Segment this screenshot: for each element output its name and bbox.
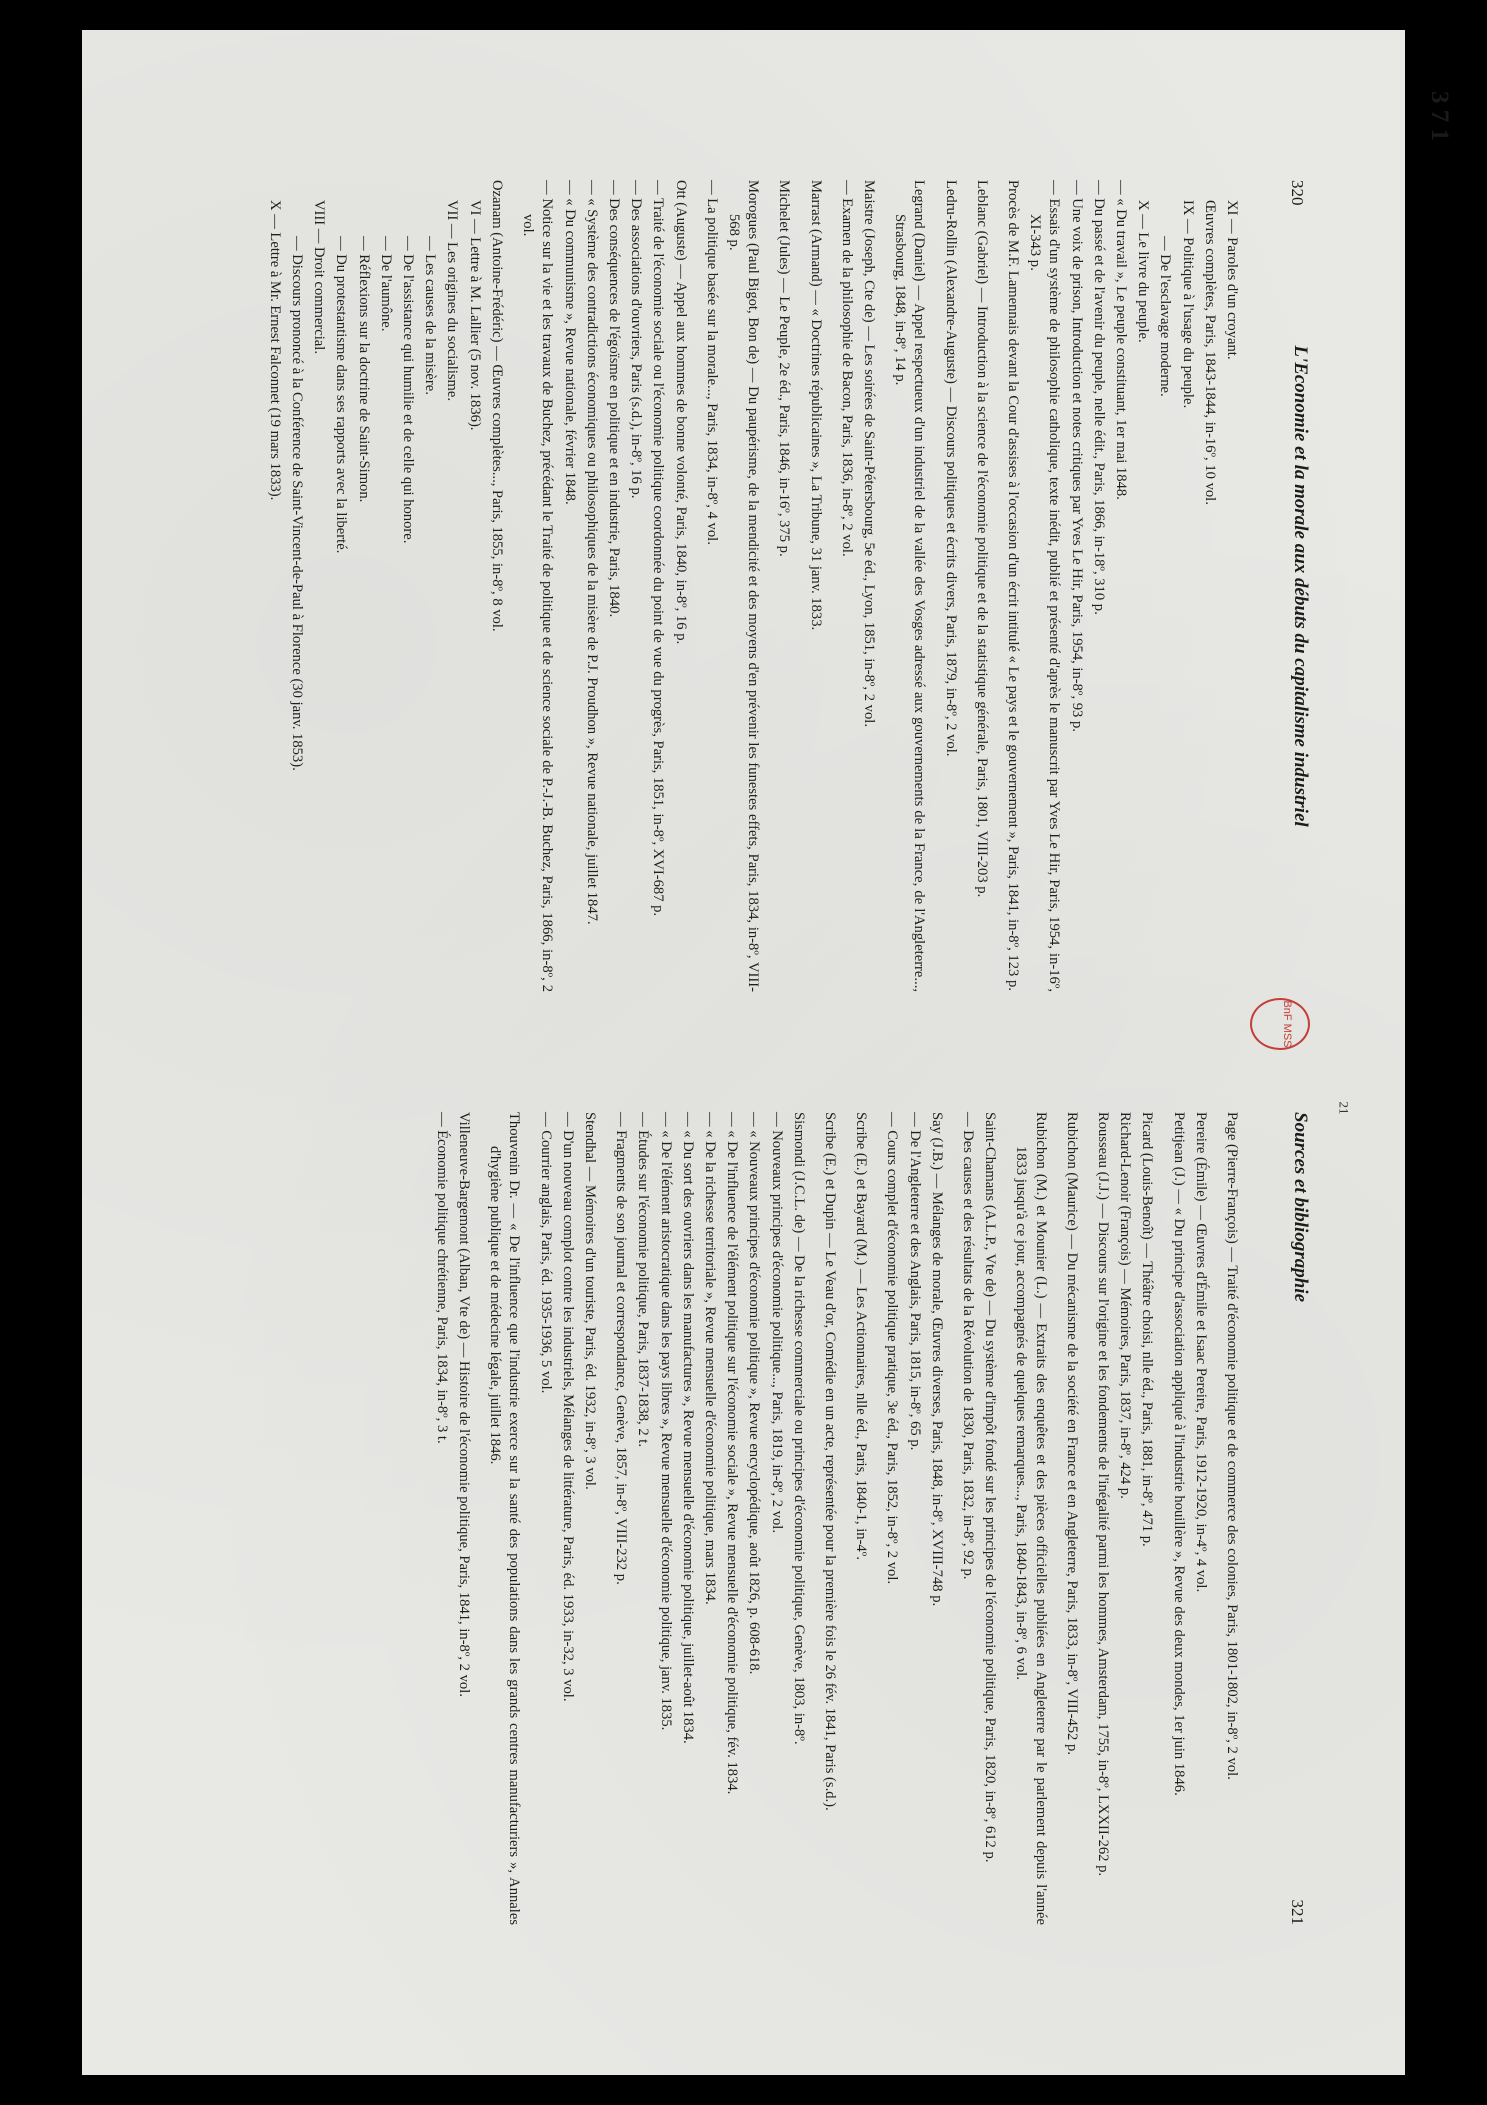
bibliography-entry: X — Le livre du peuple. <box>1135 200 1152 343</box>
bibliography-entry: — « Du travail », Le peuple constituant, 1er mai 1848. <box>1112 180 1129 500</box>
right-page <box>82 1052 1405 2075</box>
bibliography-entry: — Cours complet d'économie politique pratique, 3e éd., Paris, 1852, in-8º, 2 vol. <box>884 1112 901 1585</box>
bibliography-entry: — Discours prononcé à la Conférence de Saint-Vincent-de-Paul à Florence (30 janv. 1853). <box>289 236 306 771</box>
bibliography-entry: Picard (Louis-Benoît) — Théâtre choisi, nlle éd., Paris, 1881, in-8º, 471 p. <box>1139 1112 1156 1547</box>
bibliography-entry: Saint-Chamans (A.L.P., Vte de) — Du système d'impôt fondé sur les principes de l'économie politique, Paris, 1820, in-8º, 612 p. <box>982 1112 999 1863</box>
bibliography-entry: Say (J.B.) — Mélanges de morale, Œuvres diverses, Paris, 1848, in-8º, XVIII-748 p. <box>928 1112 945 1607</box>
bibliography-entry: Stendhal — Mémoires d'un touriste, Paris, éd. 1932, in-8º, 3 vol. <box>581 1112 598 1490</box>
bibliography-entry: — « Du sort des ouvriers dans les manufactures », Revue mensuelle d'économie politique, juillet-août 1834. <box>679 1112 696 1744</box>
bibliography-entry: Maistre (Joseph, Cte de) — Les soirées de Saint-Pétersbourg, 5e éd., Lyon, 1851, in-8º, 2 vol. <box>860 180 877 727</box>
left-bibliography-list <box>265 180 1241 992</box>
bibliography-entry: — « De l'influence de l'élément politique sur l'économie sociale », Revue mensuelle d'économie politique, fév. 1834. <box>724 1112 741 1795</box>
bibliography-entry: Marrast (Armand) — « Doctrines républicaines », La Tribune, 31 janv. 1833. <box>807 180 824 631</box>
bibliography-entry: — Études sur l'économie politique, Paris, 1837-1838, 2 t. <box>635 1112 652 1448</box>
bibliography-entry: Thouvenin Dr. — « De l'influence que l'industrie exerce sur la santé des populations dans les grands centres manufacturiers », Annales d'hygiène publique et de médecine légale, juillet 1846. <box>487 1112 523 1925</box>
bibliography-entry: Richard-Lenoir (François) — Mémoires, Paris, 1837, in-8º, 424 p. <box>1117 1112 1134 1499</box>
bibliography-entry: Villeneuve-Bargemont (Alban, Vte de) — Histoire de l'économie politique, Paris, 1841, in-8º, 2 vol. <box>455 1112 472 1697</box>
bibliography-entry: — Traité de l'économie sociale ou l'économie politique coordonnée du point de vue du progrès, Paris, 1851, in-8º, XVI-687 p. <box>650 180 667 917</box>
bibliography-entry: Ledru-Rollin (Alexandre-Auguste) — Discours politiques et écrits divers, Paris, 1879, in-8º, 2 vol. <box>942 180 959 757</box>
bibliography-entry: — Réflexions sur la doctrine de Saint-Simon. <box>355 236 372 503</box>
bibliography-entry: Rubichon (M.) et Mounier (L.) — Extraits des enquêtes et des pièces officielles publiées en Angleterre par le parlement depuis l'année 1833 jusqu'à ce jour, accompagnés de quelques remarques..., Paris, 1840-1843, in-8º, 6 vol. <box>1013 1112 1049 1925</box>
right-running-head <box>1269 1112 1311 1925</box>
bibliography-entry: — « Système des contradictions économiques ou philosophiques de la misère de P.J. Proudhon », Revue nationale, juillet 1847. <box>583 180 600 925</box>
bibliography-entry: — Courrier anglais, Paris, éd. 1935-1936, 5 vol. <box>537 1112 554 1394</box>
bibliography-entry: Scribe (E.) et Bayard (M.) — Les Actionnaires, nlle éd., Paris, 1840-1, in-4º. <box>853 1112 870 1560</box>
bibliography-entry: XI — Paroles d'un croyant. <box>1224 200 1240 360</box>
bibliography-entry: Œuvres complètes, Paris, 1843-1844, in-16º, 10 vol. <box>1201 200 1218 505</box>
bibliography-entry: VIII — Droit commercial. <box>311 200 328 354</box>
bibliography-entry: — Fragments de son journal et correspondance, Genève, 1857, in-8º, VIII-232 p. <box>613 1112 630 1585</box>
right-page-number: 321 <box>1288 1899 1307 1925</box>
bibliography-entry: Morogues (Paul Bigot, Bon de) — Du paupérisme, de la mendicité et des moyens d'en prévenir les funestes effets, Paris, 1834, in-8º, VIII-568 p. <box>725 180 762 992</box>
right-bibliography-list <box>432 1112 1242 1925</box>
bibliography-entry: — Économie politique chrétienne, Paris, 1834, in-8º, 3 t. <box>433 1112 450 1444</box>
bibliography-entry: Leblanc (Gabriel) — Introduction à la science de l'économie politique et de la statistique générale, Paris, 1801, VIII-203 p. <box>973 180 990 898</box>
bibliography-entry: — De l'aumône. <box>377 236 394 332</box>
right-running-title: Sources et bibliographie <box>1290 1112 1311 1303</box>
left-running-head <box>1269 180 1311 992</box>
library-stamp-text: BnF MSS <box>1281 1000 1293 1048</box>
bibliography-entry: — Du protestantisme dans ses rapports avec la liberté. <box>333 236 350 554</box>
folio-stamp: 3 7 1 <box>1426 91 1453 141</box>
scanned-page-spread <box>82 30 1405 2075</box>
bibliography-entry: IX — Politique à l'usage du peuple. <box>1179 200 1196 409</box>
bibliography-entry: — La politique basée sur la morale..., Paris, 1834, in-8º, 4 vol. <box>703 180 720 545</box>
bibliography-entry: Rousseau (J.J.) — Discours sur l'origine et les fondements de l'inégalité parmi les hommes, Amsterdam, 1755, in-8º, LXXII-262 p. <box>1094 1112 1111 1877</box>
bibliography-entry: — « De l'élément aristocratique dans les pays libres », Revue mensuelle d'économie politique, janv. 1835. <box>657 1112 674 1731</box>
left-page <box>82 30 1405 1052</box>
bibliography-entry: Page (Pierre-François) — Traité d'économie politique et de commerce des colonies, Paris, 1801-1802, in-8º, 2 vol. <box>1224 1112 1240 1780</box>
bibliography-entry: Scribe (E.) et Dupin — Le Veau d'or, Comédie en un acte, représentée pour la première fois le 26 fév. 1841, Paris (s.d.). <box>821 1112 838 1811</box>
bibliography-entry: — Des conséquences de l'égoïsme en politique et en industrie, Paris, 1840. <box>605 180 622 618</box>
bibliography-entry: — « Nouveaux principes d'économie politique », Revue encyclopédique, août 1826, p. 608-618. <box>746 1112 763 1675</box>
bibliography-entry: — Des associations d'ouvriers, Paris (s.d.), in-8º, 16 p. <box>628 180 645 499</box>
bibliography-entry: — « De la richesse territoriale », Revue mensuelle d'économie politique, mars 1834. <box>701 1112 718 1605</box>
bibliography-entry: — Examen de la philosophie de Bacon, Paris, 1836, in-8º, 2 vol. <box>838 180 855 557</box>
rotated-spread <box>82 30 1405 2075</box>
left-running-title: L'Economie et la morale aux débuts du capitalisme industriel <box>1290 345 1311 827</box>
bibliography-entry: Procès de M.F. Lamennais devant la Cour d'assises à l'occasion d'un écrit intitulé « Le pays et le gouvernement », Paris, 1841, in-8º, 123 p. <box>1004 180 1021 991</box>
bibliography-entry: — De l'esclavage moderne. <box>1157 236 1174 397</box>
bibliography-entry: — De l'assistance qui humilie et de celle qui honore. <box>400 236 417 544</box>
bibliography-entry: — D'un nouveau complot contre les industriels, Mélanges de littérature, Paris, éd. 1933, in-32, 3 vol. <box>559 1112 576 1702</box>
bibliography-entry: — Notice sur la vie et les travaux de Buchez, précédant le Traité de politique et de science sociale de P.-J.-B. Buchez, Paris, 1866, in-8º, 2 vol. <box>520 180 556 992</box>
bibliography-entry: Michelet (Jules) — Le Peuple, 2e éd., Paris, 1846, in-16º, 375 p. <box>776 180 793 557</box>
bibliography-entry: — « Du communisme », Revue nationale, février 1848. <box>561 180 578 505</box>
bibliography-entry: — Une voix de prison, Introduction et notes critiques par Yves Le Hir, Paris, 1954, in-8º, 93 p. <box>1068 180 1085 732</box>
bibliography-entry: Pereire (Émile) — Œuvres d'Émile et Isaac Pereire, Paris, 1912-1920, in-4º, 4 vol. <box>1192 1112 1209 1593</box>
bibliography-entry: — Du passé et de l'avenir du peuple, nelle édit., Paris, 1866, in-18º, 310 p. <box>1090 180 1107 615</box>
bibliography-entry: — Nouveaux principes d'économie politique..., Paris, 1819, in-8º, 2 vol. <box>768 1112 785 1533</box>
bibliography-entry: Rubichon (Maurice) — Du mécanisme de la société en France et en Angleterre, Paris, 1833, in-8º, VIII-452 p. <box>1063 1112 1080 1755</box>
bibliography-entry: X — Lettre à Mr. Ernest Falconnet (19 mars 1833). <box>266 200 283 501</box>
bibliography-entry: — De l'Angleterre et des Anglais, Paris, 1815, in-8º, 65 p. <box>906 1112 923 1451</box>
bibliography-entry: — Les causes de la misère. <box>422 236 439 395</box>
corner-mark: 21 <box>1336 1101 1352 1115</box>
bibliography-entry: VII — Les origines du socialisme. <box>444 200 461 402</box>
bibliography-entry: Petitjean (J.) — « Du principe d'association appliqué à l'industrie houillère », Revue des deux mondes, 1er juin 1846. <box>1170 1112 1187 1796</box>
left-page-number: 320 <box>1288 180 1307 206</box>
bibliography-entry: Ott (Auguste) — Appel aux hommes de bonne volonté, Paris, 1840, in-8º, 16 p. <box>672 180 689 645</box>
bibliography-entry: Ozanam (Antoine-Frédéric) — Œuvres complètes..., Paris, 1855, in-8º, 8 vol. <box>488 180 505 632</box>
bibliography-entry: VI — Lettre à M. Lallier (5 nov. 1836). <box>466 200 483 431</box>
bibliography-entry: Sismondi (J.C.L. de) — De la richesse commerciale ou principes d'économie politique, Genève, 1803, in-8º. <box>790 1112 807 1745</box>
bibliography-entry: — Essais d'un système de philosophie catholique, texte inédit, publié et présenté d'après le manuscrit par Yves Le Hir, Paris, 1954, in-16º, XI-343 p. <box>1027 180 1063 992</box>
library-stamp-icon <box>1250 998 1310 1050</box>
bibliography-entry: Legrand (Daniel) — Appel respectueux d'un industriel de la vallée des Vosges adressé aux gouvernements de la France, de l'Angleterre..., Strasbourg, 1848, in-8º, 14 p. <box>892 180 928 992</box>
bibliography-entry: — Des causes et des résultats de la Révolution de 1830, Paris, 1832, in-8º, 92 p. <box>959 1112 976 1580</box>
